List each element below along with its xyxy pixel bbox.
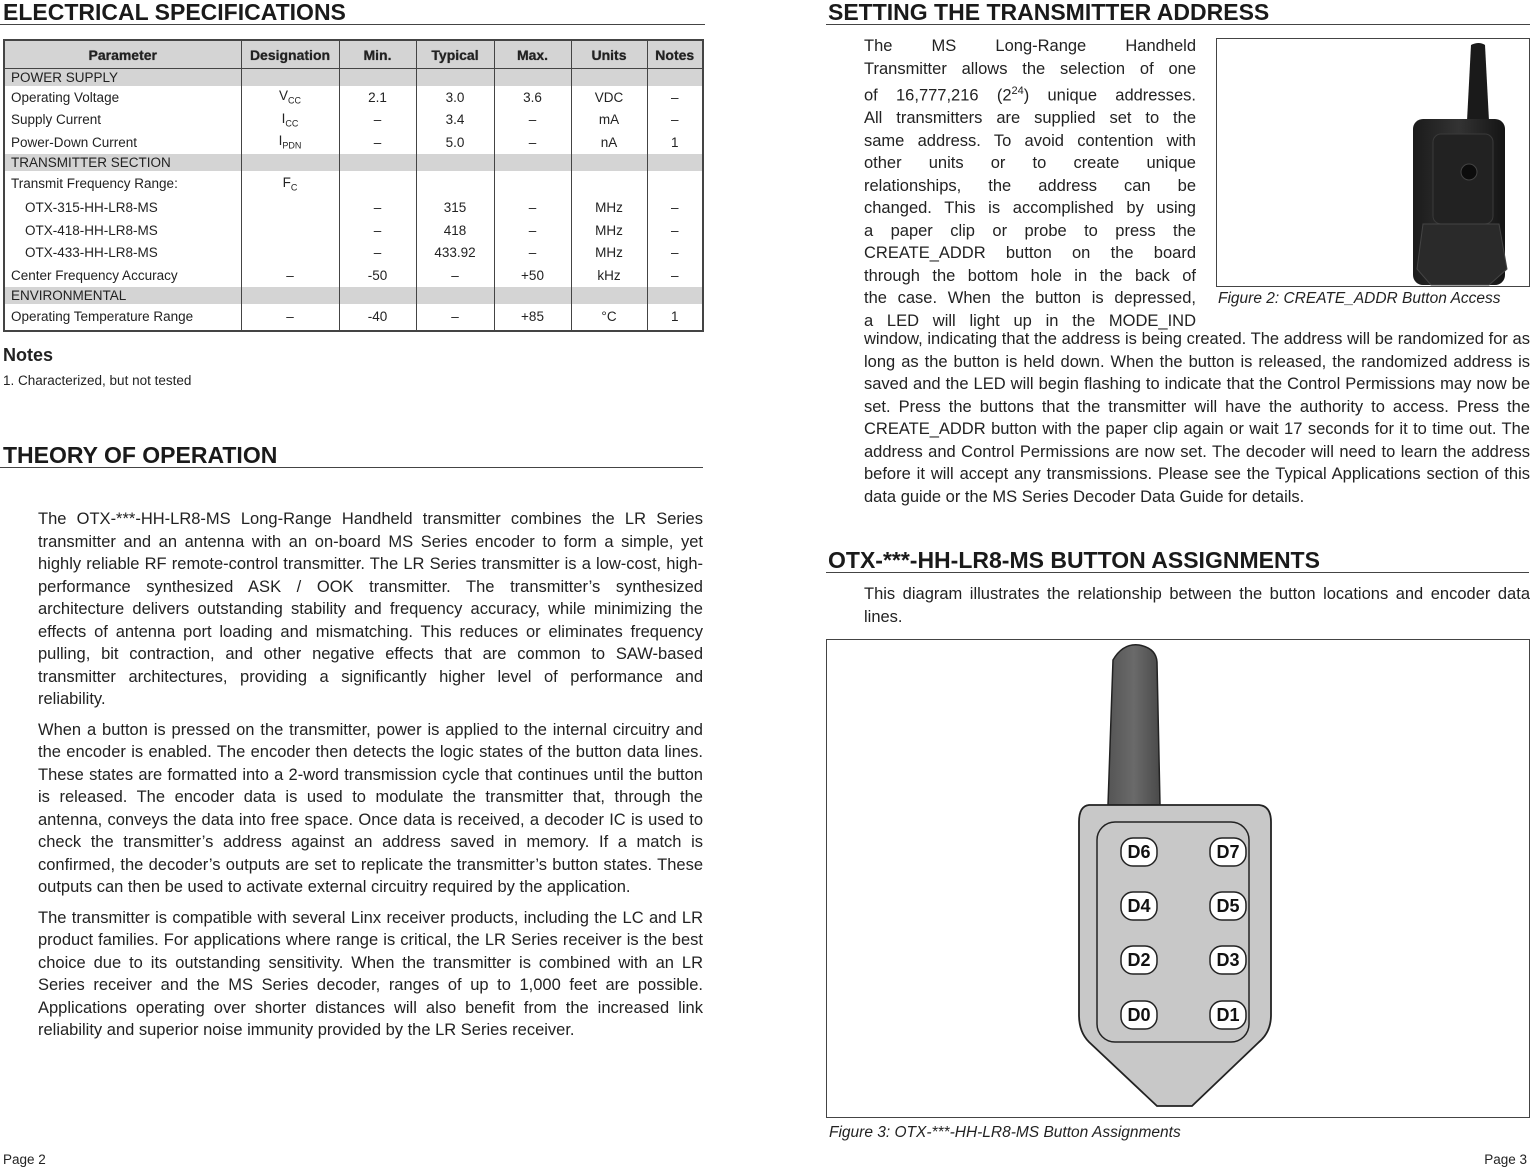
address-intro: The MS Long-Range Handheld Transmitter allows the selection of one of 16,777,216 $(2^{24})$ unique addresses. All transmitters are supplied set to the same address. To avoid contention with other units or to create unique relationships, the address can be changed. This is accomplished by using a paper clip or probe to press the CREATE_ADDR button on the board through the bottom hole in the back of the case. When the button is depressed, a LED will light up in the MODE_IND (864, 37, 1196, 330)
button-d1 (1210, 1001, 1246, 1029)
button-d6 (1121, 838, 1157, 866)
button-d5-label: D5 (1216, 896, 1240, 916)
figure-button-diagram (826, 639, 1530, 1118)
button-d2-label: D2 (1127, 950, 1151, 970)
table-row: OTX-315-HH-LR8-MS – 315 – MHz – (4, 197, 703, 220)
table-row: Operating Voltage $V_{CC}$ 2.1 3.0 3.6 VDC – (4, 86, 703, 109)
button-d1-label: D1 (1216, 1005, 1240, 1025)
paragraph: The OTX-***-HH-LR8-MS Long-Range Handheld transmitter combines the LR Series transmitter and an antenna with an on-board MS Series encoder to form a simple, yet highly reliable RF remote-control transmitter. The LR Series transmitter is a low-cost, high-performance synthesized ASK / OOK transmitter. The transmitter’s synthesized architecture delivers outstanding stability and frequency accuracy, while minimizing the effects of antenna port loading and mismatching. This reduces or eliminates frequency pulling, bit contraction, and other negative effects that are common to SAW-based transmitter architectures, providing a significantly higher level of performance and reliability. (38, 510, 703, 708)
table-row: OTX-433-HH-LR8-MS – 433.92 – MHz – (4, 242, 703, 265)
button-d5 (1210, 892, 1246, 920)
table-row: OTX-418-HH-LR8-MS – 418 – MHz – (4, 219, 703, 242)
electrical-specs-table (3, 39, 704, 332)
paragraph: When a button is pressed on the transmitter, power is applied to the internal circuitry and the encoder is enabled. The encoder then detects the logic states of the button data lines. These states are formatted into a 2-word transmission cycle that continues until the button is released. The encoder data is used to modulate the transmitter that, through the antenna, conveys the data into free space. Once data is received, a decoder IC is used to check the transmitter’s address against an address saved in memory. If a match is confirmed, the decoder’s outputs are set to replicate the transmitter’s button states. These outputs can then be used to activate external circuitry required by the application. (38, 720, 703, 896)
theory-body (38, 508, 703, 1050)
table-row: Supply Current $I_{CC}$ – 3.4 – mA – (4, 109, 703, 132)
button-d0 (1121, 1001, 1157, 1029)
note-item: 1. Characterized, but not tested (3, 373, 192, 388)
button-d4-label: D4 (1127, 896, 1151, 916)
antenna-shape (1108, 645, 1160, 805)
col-header: Typical (416, 40, 494, 69)
col-header: Parameter (4, 40, 241, 69)
button-d2 (1121, 946, 1157, 974)
figure-3-caption: Figure 3: OTX-***-HH-LR8-MS Button Assignments (829, 1124, 1181, 1141)
paragraph: The transmitter is compatible with several Linx receiver products, including the LC and LR product families. For applications where range is critical, the LR Series receiver is the best choice due to its outstanding sensitivity. When the transmitter is combined with an LR Series receiver and the MS Series decoder, ranges of up to 1,000 feet are possible. Applications operating over shorter distances will also benefit from the increased link reliability and superior noise immunity provided by the LR Series receiver. (38, 908, 703, 1039)
figure-create-addr-photo (1216, 38, 1530, 287)
electrical-specs-heading: ELECTRICAL SPECIFICATIONS (0, 0, 705, 25)
col-header: Max. (494, 40, 571, 69)
transmitter-diagram (827, 640, 1529, 1117)
col-header: Units (571, 40, 647, 69)
section-row-power: POWER SUPPLY (4, 69, 703, 87)
table-row: Transmit Frequency Range: $F_C$ (4, 171, 703, 197)
button-assignments-text: This diagram illustrates the relationship between the button locations and encoder data lines. (864, 585, 1530, 626)
button-d3-label: D3 (1216, 950, 1240, 970)
table-header-row (4, 40, 703, 69)
button-d0-label: D0 (1127, 1005, 1151, 1025)
page-number: Page 3 (1484, 1152, 1527, 1167)
theory-heading: THEORY OF OPERATION (0, 443, 703, 468)
page-number: Page 2 (3, 1152, 46, 1167)
table-row: Power-Down Current $I_{PDN}$ – 5.0 – nA 1 (4, 131, 703, 154)
address-continued: window, indicating that the address is being created. The address will be randomized for as long as the button is held down. When the button is released, the randomized address is saved and the LED will begin flashing to indicate that the Control Permissions may now be set. Press the buttons that the transmitter will have the authority to access. Press the CREATE_ADDR button with the paper clip again or wait 17 seconds for it to time out. The address and Control Permissions are now set. The decoder will need to learn the address before it will accept any transmissions. Please see the Typical Applications section of this data guide or the MS Series Decoder Data Guide for details. (864, 330, 1530, 506)
left-page (0, 0, 705, 1167)
right-page (826, 0, 1530, 1167)
col-header: Min. (339, 40, 416, 69)
notes-heading: Notes (3, 345, 54, 365)
col-header: Designation (241, 40, 339, 69)
button-d4 (1121, 892, 1157, 920)
transmitter-back-photo (1217, 39, 1529, 286)
button-d6-label: D6 (1127, 842, 1151, 862)
figure-2-caption: Figure 2: CREATE_ADDR Button Access (1218, 290, 1501, 307)
table-row: Operating Temperature Range – -40 – +85 °C 1 (4, 304, 703, 331)
button-assignments-heading: OTX-***-HH-LR8-MS BUTTON ASSIGNMENTS (826, 548, 1529, 573)
table-row: Center Frequency Accuracy – -50 – +50 kHz – (4, 264, 703, 287)
button-d3 (1210, 946, 1246, 974)
section-row-transmitter: TRANSMITTER SECTION (4, 154, 703, 171)
col-header: Notes (647, 40, 703, 69)
section-row-environmental: ENVIRONMENTAL (4, 287, 703, 304)
button-d7-label: D7 (1216, 842, 1240, 862)
address-heading: SETTING THE TRANSMITTER ADDRESS (826, 0, 1530, 25)
button-d7 (1210, 838, 1246, 866)
